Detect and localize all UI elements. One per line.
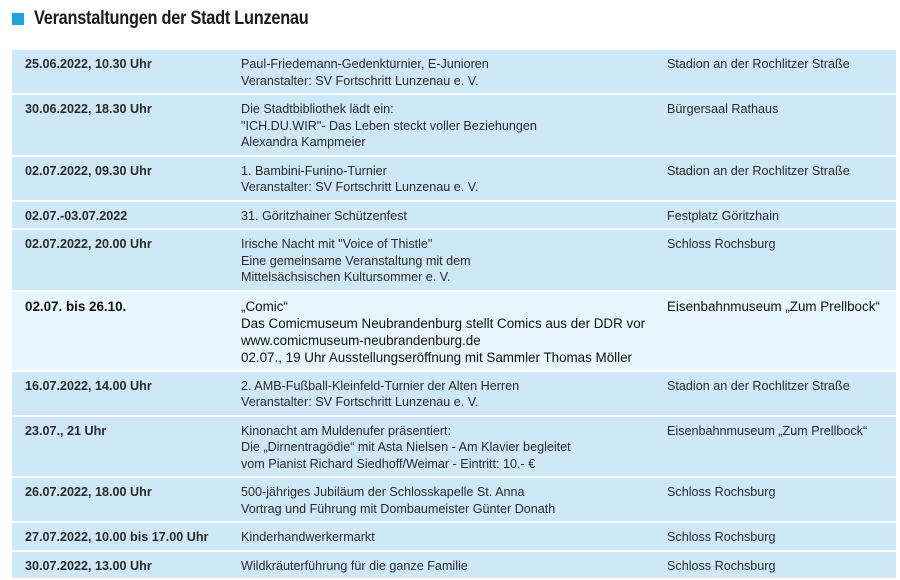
event-date: 25.06.2022, 10.30 Uhr bbox=[12, 56, 241, 89]
event-description-line: Eine gemeinsame Veranstaltung mit dem bbox=[241, 253, 667, 270]
event-description-line: "ICH.DU.WIR"- Das Leben steckt voller Beziehungen bbox=[241, 118, 667, 135]
event-description-line: Kinonacht am Muldenufer präsentiert: bbox=[241, 423, 667, 440]
event-description bbox=[241, 378, 667, 411]
event-date: 02.07.2022, 09.30 Uhr bbox=[12, 163, 241, 196]
event-row bbox=[12, 292, 896, 372]
event-location: Schloss Rochsburg bbox=[667, 558, 896, 575]
event-row bbox=[12, 478, 896, 523]
event-row bbox=[12, 523, 896, 552]
event-description-line: Das Comicmuseum Neubrandenburg stellt Comics aus der DDR vor bbox=[241, 315, 667, 332]
event-date: 30.06.2022, 18.30 Uhr bbox=[12, 101, 241, 151]
event-description-line: Vortrag und Führung mit Dombaumeister Günter Donath bbox=[241, 501, 667, 518]
event-row bbox=[12, 202, 896, 231]
event-location: Bürgersaal Rathaus bbox=[667, 101, 896, 151]
event-description-line: Paul-Friedemann-Gedenkturnier, E-Junioren bbox=[241, 56, 667, 73]
event-description-line: Wildkräuterführung für die ganze Familie bbox=[241, 558, 667, 575]
event-description-line: 02.07., 19 Uhr Ausstellungseröffnung mit Sammler Thomas Möller bbox=[241, 349, 667, 366]
page-header bbox=[12, 6, 353, 32]
event-description-line: Alexandra Kampmeier bbox=[241, 134, 667, 151]
event-description bbox=[241, 529, 667, 546]
event-date: 16.07.2022, 14.00 Uhr bbox=[12, 378, 241, 411]
event-date: 02.07.-03.07.2022 bbox=[12, 208, 241, 225]
event-description-line: 31. Göritzhainer Schützenfest bbox=[241, 208, 667, 225]
event-row bbox=[12, 230, 896, 292]
event-description-line: www.comicmuseum-neubrandenburg.de bbox=[241, 332, 667, 349]
event-date: 02.07. bis 26.10. bbox=[12, 298, 241, 366]
event-location: Schloss Rochsburg bbox=[667, 484, 896, 517]
event-description-line: Veranstalter: SV Fortschritt Lunzenau e. V. bbox=[241, 179, 667, 196]
event-description-line: 2. AMB-Fußball-Kleinfeld-Turnier der Alten Herren bbox=[241, 378, 667, 395]
event-date: 02.07.2022, 20.00 Uhr bbox=[12, 236, 241, 286]
event-description-line: Die „Dirnentragödie“ mit Asta Nielsen - Am Klavier begleitet bbox=[241, 439, 667, 456]
event-description-line: Veranstalter: SV Fortschritt Lunzenau e. V. bbox=[241, 394, 667, 411]
event-description bbox=[241, 423, 667, 473]
event-description-line: Veranstalter: SV Fortschritt Lunzenau e. V. bbox=[241, 73, 667, 90]
event-location: Stadion an der Rochlitzer Straße bbox=[667, 378, 896, 411]
event-description bbox=[241, 208, 667, 225]
event-location: Eisenbahnmuseum „Zum Prellbock“ bbox=[667, 298, 896, 366]
event-location: Schloss Rochsburg bbox=[667, 529, 896, 546]
page-title: Veranstaltungen der Stadt Lunzenau bbox=[34, 8, 309, 30]
event-row bbox=[12, 417, 896, 479]
event-description-line: Irische Nacht mit "Voice of Thistle" bbox=[241, 236, 667, 253]
event-location: Eisenbahnmuseum „Zum Prellbock“ bbox=[667, 423, 896, 473]
event-row bbox=[12, 552, 896, 580]
event-date: 30.07.2022, 13.00 Uhr bbox=[12, 558, 241, 575]
event-description-line: „Comic“ bbox=[241, 298, 667, 315]
event-description bbox=[241, 236, 667, 286]
square-bullet-icon bbox=[12, 13, 24, 25]
event-row bbox=[12, 157, 896, 202]
event-description-line: 500-jähriges Jubiläum der Schlosskapelle St. Anna bbox=[241, 484, 667, 501]
event-row bbox=[12, 372, 896, 417]
event-date: 27.07.2022, 10.00 bis 17.00 Uhr bbox=[12, 529, 241, 546]
event-description-line: Mittelsächsischen Kultursommer e. V. bbox=[241, 269, 667, 286]
event-date: 23.07., 21 Uhr bbox=[12, 423, 241, 473]
event-description bbox=[241, 101, 667, 151]
event-description-line: vom Pianist Richard Siedhoff/Weimar - Eintritt: 10.- € bbox=[241, 456, 667, 473]
event-location: Schloss Rochsburg bbox=[667, 236, 896, 286]
event-description-line: 1. Bambini-Funino-Turnier bbox=[241, 163, 667, 180]
event-description-line: Die Stadtbibliothek lädt ein: bbox=[241, 101, 667, 118]
event-description bbox=[241, 56, 667, 89]
event-description bbox=[241, 163, 667, 196]
event-row bbox=[12, 50, 896, 95]
event-location: Festplatz Göritzhain bbox=[667, 208, 896, 225]
event-description-line: Kinderhandwerkermarkt bbox=[241, 529, 667, 546]
event-description bbox=[241, 558, 667, 575]
event-location: Stadion an der Rochlitzer Straße bbox=[667, 56, 896, 89]
event-location: Stadion an der Rochlitzer Straße bbox=[667, 163, 896, 196]
event-description bbox=[241, 298, 667, 366]
event-date: 26.07.2022, 18.00 Uhr bbox=[12, 484, 241, 517]
event-description bbox=[241, 484, 667, 517]
events-table bbox=[12, 48, 896, 580]
event-row bbox=[12, 95, 896, 157]
